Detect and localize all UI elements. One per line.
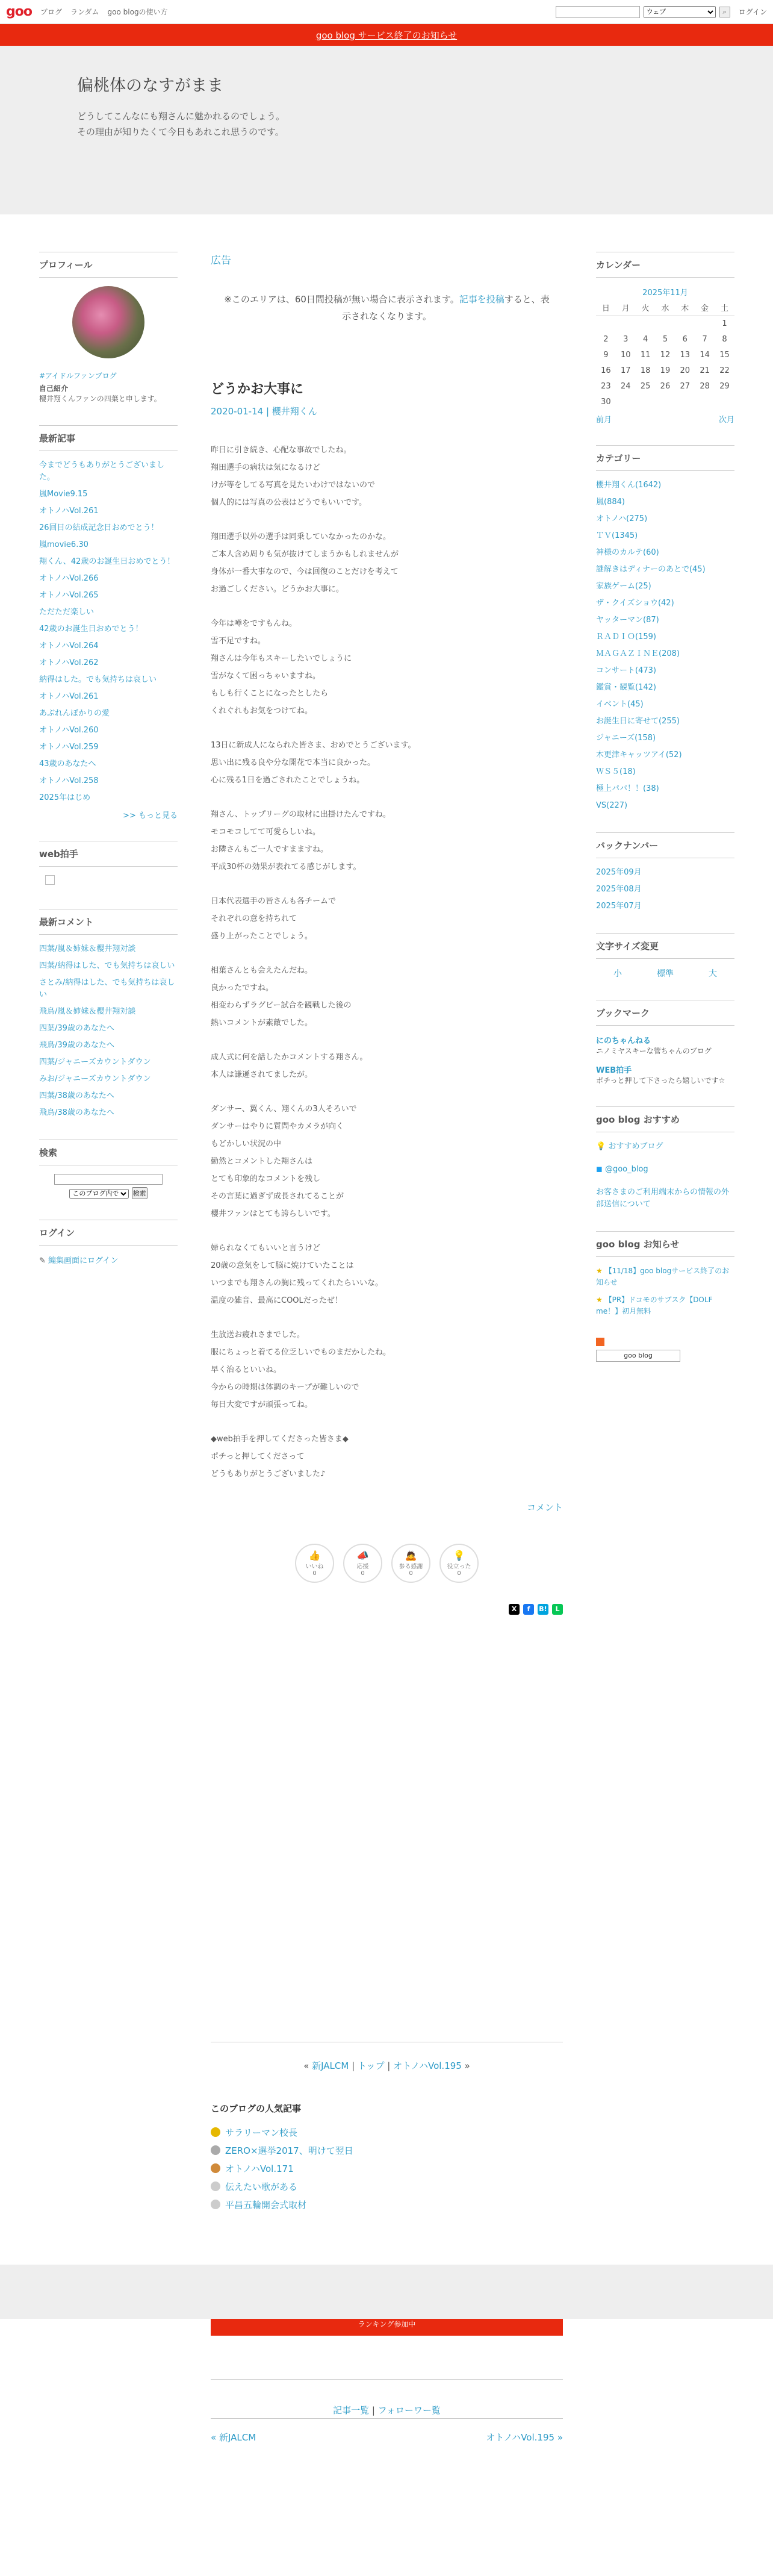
intro-label: 自己紹介 <box>39 384 69 393</box>
category-link[interactable]: ヤッターマン(87) <box>596 616 659 625</box>
pager-next-arrow: » <box>461 2060 470 2071</box>
crown-icon <box>211 2127 220 2137</box>
webclap-image[interactable] <box>45 875 55 885</box>
bottom-prev-link[interactable]: « 新JALCM <box>211 2432 256 2443</box>
search-scope-select[interactable] <box>644 6 716 18</box>
recent-posts-block <box>39 425 178 820</box>
recent-post-link[interactable]: 26回目の結成記念日おめでとう！ <box>39 523 159 532</box>
blog-search-input[interactable] <box>54 1174 163 1185</box>
bottom-next-link[interactable]: オトノハVol.195 » <box>486 2432 563 2443</box>
category-link[interactable]: 嵐(884) <box>596 497 625 507</box>
crown-icon <box>211 2200 220 2209</box>
calendar-day <box>675 316 695 331</box>
bookmark-heading: ブックマーク <box>596 1000 734 1026</box>
recommend-blog-link[interactable]: おすすめブログ <box>608 1142 663 1151</box>
post-paragraph: 昨日に引き続き、心配な事故でしたね。 翔田選手の病状は気になるけど けが等をしてる写真を見たいわけではないので 個人的には写真の公表はどうでもいいです。 <box>211 446 376 507</box>
star-icon: ★ <box>596 1296 605 1304</box>
ranking-banner[interactable]: ランキング参加中 <box>211 2319 563 2336</box>
calendar-day: 25 <box>640 381 651 391</box>
popular-post-link[interactable]: ZERO×選挙2017、明けて翌日 <box>225 2145 353 2156</box>
edit-login-link[interactable]: 編集画面にログイン <box>48 1256 119 1265</box>
post-title[interactable]: どうかお大事に <box>211 382 304 397</box>
service-end-notice <box>0 24 773 46</box>
search-heading: 検索 <box>39 1140 178 1165</box>
backnumber-link[interactable]: 2025年08月 <box>596 885 642 894</box>
pager-prev[interactable]: 新JALCM <box>312 2060 349 2071</box>
calendar-day: 10 <box>620 350 631 360</box>
calendar-block <box>596 252 734 425</box>
news-item-1[interactable]: 【11/18】goo blogサービス終了のお知らせ <box>596 1267 730 1286</box>
font-small-button[interactable]: 小 <box>613 969 622 979</box>
x-share-icon[interactable]: X <box>509 1604 520 1615</box>
calendar-day: 7 <box>702 334 707 344</box>
top-search <box>556 6 767 18</box>
recent-post-link[interactable]: 今までどうもありがとうございました。 <box>39 461 165 482</box>
comments-heading: 最新コメント <box>39 909 178 935</box>
recent-post-link[interactable]: 43歳のあなたへ <box>39 759 96 769</box>
calendar-day: 13 <box>680 350 691 360</box>
webclap-block <box>39 841 178 885</box>
category-link[interactable]: 家族ゲーム(25) <box>596 582 651 591</box>
post-paragraph: 成人式に何を話したかコメントする翔さん。 本人は謙遜されてましたが。 <box>211 1053 368 1079</box>
recent-comment-link[interactable]: 飛鳥/嵐＆姉妹＆櫻井翔対談 <box>39 1007 136 1016</box>
calendar-day: 15 <box>719 350 730 360</box>
recent-post-link[interactable]: オトノハVol.262 <box>39 658 99 667</box>
recent-comment-link[interactable]: みお/ジャニーズカウントダウン <box>39 1074 151 1084</box>
bottom-pager <box>211 2418 563 2443</box>
nav-blog[interactable]: ブログ <box>40 8 62 16</box>
popular-posts <box>211 2102 563 2213</box>
category-link[interactable]: お誕生日に寄せて(255) <box>596 717 680 726</box>
reaction-label: 役立った <box>447 1564 471 1570</box>
pencil-icon: ✎ <box>39 1256 49 1265</box>
footer-band <box>0 2265 773 2319</box>
backnumber-link[interactable]: 2025年09月 <box>596 868 642 877</box>
popular-post-link[interactable]: 平昌五輪開会式取材 <box>225 2199 307 2210</box>
bottom-links: 記事一覧 | フォローワー覧 <box>211 2379 563 2416</box>
post-meta[interactable]: 2020-01-14 | 櫻井翔くん <box>211 406 317 417</box>
calendar-weekday: 土 <box>721 304 729 314</box>
calendar-day: 14 <box>700 350 710 360</box>
right-sidebar <box>596 252 734 1362</box>
reaction-label: いいね <box>305 1564 324 1570</box>
crown-icon <box>211 2145 220 2155</box>
category-link[interactable]: ＷＳ５(18) <box>596 767 636 776</box>
goo-logo[interactable]: goo <box>6 4 32 19</box>
calendar-day: 4 <box>642 334 648 344</box>
reaction-button[interactable] <box>295 1544 334 1583</box>
bookmark-item <box>596 1064 734 1086</box>
calendar-day: 18 <box>640 366 651 375</box>
blog-search-button[interactable]: 検索 <box>132 1187 147 1199</box>
ad-heading: 広告 <box>211 255 231 267</box>
blog-search-scope[interactable] <box>69 1189 129 1199</box>
calendar-day: 26 <box>660 381 671 391</box>
calendar-day: 1 <box>715 316 734 331</box>
bookmark-block <box>596 1000 734 1086</box>
bookmark-title[interactable]: にのちゃんねる <box>596 1037 651 1046</box>
rss-icon[interactable] <box>596 1338 604 1346</box>
recent-comment-link[interactable]: 四葉/ジャニーズカウントダウン <box>39 1058 151 1067</box>
reaction-buttons <box>211 1544 563 1583</box>
recommend-block <box>596 1106 734 1211</box>
goo-blog-twitter-link[interactable]: @goo_blog <box>604 1165 648 1174</box>
calendar-day: 24 <box>620 381 631 391</box>
popular-list <box>211 2123 563 2213</box>
category-link[interactable]: VS(227) <box>596 801 628 810</box>
reaction-label: 応援 <box>356 1564 369 1570</box>
calendar-day <box>596 316 616 331</box>
bookmark-item <box>596 1034 734 1056</box>
main-content <box>211 252 563 1615</box>
reaction-count: 0 <box>457 1570 461 1577</box>
reaction-label: 参る感謝 <box>399 1564 423 1570</box>
nav-random[interactable]: ランダム <box>70 8 99 16</box>
calendar-week <box>596 363 734 378</box>
bookmark-desc: ニノミヤスキーな管ちゃんのブログ <box>596 1047 712 1055</box>
recent-comment-link[interactable]: 四葉/38歳のあなたへ <box>39 1091 114 1100</box>
calendar-day: 8 <box>722 334 727 344</box>
calendar-day <box>616 316 636 331</box>
calendar-day: 20 <box>680 366 691 375</box>
calendar-day <box>636 394 656 410</box>
calendar-week <box>596 331 734 347</box>
star-icon: ★ <box>596 1267 605 1275</box>
calendar-day <box>715 394 734 410</box>
calendar-day: 3 <box>623 334 629 344</box>
calendar-weekday: 金 <box>701 304 709 314</box>
calendar-day <box>636 316 656 331</box>
thumbs-up-icon: 👍 <box>308 1550 321 1561</box>
categories-block <box>596 445 734 812</box>
comments-block <box>39 909 178 1119</box>
calendar-weekdays <box>596 300 734 316</box>
post-list-link[interactable]: 記事一覧 <box>333 2405 370 2416</box>
calendar-weekday: 火 <box>641 304 650 314</box>
top-search-input[interactable] <box>556 6 640 18</box>
login-link[interactable]: ログイン <box>738 8 767 16</box>
service-end-link[interactable]: goo blog サービス終了のお知らせ <box>315 30 458 41</box>
calendar-table <box>596 300 734 410</box>
intro-text: 櫻井翔くんファンの四葉と申します。 <box>39 395 161 403</box>
news-item-2[interactable]: 【PR】ドコモのサブスク【DOLF me！】初月無料 <box>596 1296 713 1315</box>
bookmark-desc: ポチっと押して下さったら嬉しいです☆ <box>596 1076 725 1085</box>
calendar-day: 2 <box>603 334 609 344</box>
login-heading: ログイン <box>39 1220 178 1246</box>
category-link[interactable]: 謎解きはディナーのあとで(45) <box>596 565 706 574</box>
post-paragraph: 翔田選手以外の選手は同乗していなかったのかな。 ご本人含め周りも気が抜けてしまうかもしれませんが 身体が一番大事なので、今は回復のことだけを考えて お過ごしください。どうかお大事に。 <box>211 532 399 594</box>
popular-item <box>211 2177 563 2195</box>
fontsize-block <box>596 933 734 979</box>
category-link[interactable]: 櫻井翔くん(1642) <box>596 481 662 490</box>
post-article-link[interactable]: 記事を投稿 <box>459 294 504 305</box>
line-share-icon[interactable]: L <box>552 1604 563 1615</box>
category-link[interactable]: ＴＶ(1345) <box>596 531 638 540</box>
post-body <box>211 441 563 1483</box>
category-link[interactable]: ＲＡＤＩＯ(159) <box>596 632 656 641</box>
share-buttons <box>211 1604 563 1615</box>
bow-icon: 🙇 <box>405 1550 417 1561</box>
reaction-button[interactable] <box>343 1544 382 1583</box>
popular-heading: このブログの人気記事 <box>211 2103 302 2114</box>
hatena-share-icon[interactable]: B! <box>538 1604 548 1615</box>
recent-post-link[interactable]: 2025年はじめ <box>39 793 91 802</box>
bookmark-list <box>596 1034 734 1086</box>
backnumber-list <box>596 867 734 912</box>
search-icon[interactable]: ⌕ <box>719 7 730 17</box>
search-block <box>39 1140 178 1199</box>
calendar-week <box>596 394 734 410</box>
more-posts-link[interactable]: >> もっと見る <box>123 811 178 820</box>
calendar-day: 22 <box>719 366 730 375</box>
post-paragraph: 13日に新成人になられた皆さま、おめでとうございます。 思い出に残る良や分な開花で本当に良かった。 心に残る1日を過ごされたことでしょうね。 <box>211 741 416 785</box>
recent-comment-link[interactable]: 飛鳥/38歳のあなたへ <box>39 1108 114 1117</box>
recent-post-link[interactable]: オトノハVol.261 <box>39 692 99 701</box>
post-paragraph: ダンサー、翼くん、翔くんの3人そろいで ダンサーはやりに質問やカメラが向く もどかしい状況の中 勤然とコメントした翔さんは とても印象的なコメントを残し その言葉に過ぎず成長されてることが 櫻井ファンはとても誇らしいです。 <box>211 1105 357 1218</box>
post-paragraph: ◆web拍手を押してくださった皆さま◆ ポチっと押してくださって どうもありがとうございました♪ <box>211 1435 349 1479</box>
login-block <box>39 1220 178 1265</box>
categories-heading: カテゴリー <box>596 445 734 471</box>
rss-block <box>596 1338 734 1362</box>
recent-comment-link[interactable]: 四葉/納得はした、でも気持ちは哀しい <box>39 961 175 970</box>
calendar-day <box>656 316 675 331</box>
follower-list-link[interactable]: フォローワー覧 <box>377 2405 441 2416</box>
recent-comment-link[interactable]: 四葉/39歳のあなたへ <box>39 1024 114 1033</box>
post-paragraph: 翔さん、トップリーグの取材に出掛けたんですね。 モコモコしてて可愛らしいね。 お隣さんもご一人ですまますね。 平成30杯の効果が表れてる感じがします。 <box>211 810 391 872</box>
megaphone-icon: 📣 <box>356 1550 369 1561</box>
post-paragraph: 日本代表選手の皆さんも各チームで それぞれの意を持ちれて 盛り上がったことでしょう。 <box>211 897 337 941</box>
category-link[interactable]: 神様のカルテ(60) <box>596 548 659 557</box>
news-heading: goo blog お知らせ <box>596 1231 734 1257</box>
category-link[interactable]: コンサート(473) <box>596 666 656 675</box>
font-normal-button[interactable]: 標準 <box>657 969 674 979</box>
calendar-week <box>596 347 734 363</box>
calendar-next-month[interactable]: 次月 <box>718 416 734 425</box>
recent-post-link[interactable]: オトノハVol.259 <box>39 743 99 752</box>
calendar-weekday: 木 <box>681 304 689 314</box>
blog-title[interactable]: 偏桃体のなすがまま <box>77 76 223 95</box>
webclap-heading: web拍手 <box>39 841 178 867</box>
comments-list <box>39 943 178 1119</box>
category-link[interactable]: ザ・クイズショウ(42) <box>596 599 674 608</box>
backnumber-block <box>596 832 734 912</box>
popular-post-link[interactable]: オトノハVol.171 <box>225 2163 294 2174</box>
calendar-weekday: 水 <box>661 304 669 314</box>
reaction-button[interactable] <box>391 1544 430 1583</box>
calendar-day: 5 <box>662 334 668 344</box>
lightbulb-icon: 💡 <box>596 1142 609 1151</box>
calendar-day <box>695 394 715 410</box>
reaction-button[interactable] <box>439 1544 479 1583</box>
recent-post-link[interactable]: 翔くん、42歳のお誕生日おめでとう！ <box>39 557 175 566</box>
category-link[interactable]: 木更津キャッツアイ(52) <box>596 750 682 759</box>
blog-desc-line-2: その理由が知りたくて今日もあれこれ思うのです。 <box>77 126 284 137</box>
calendar-day: 17 <box>620 366 631 375</box>
popular-item <box>211 2123 563 2141</box>
ad-text-pre: ※このエリアは、60日間投稿が無い場合に表示されます。 <box>224 294 459 305</box>
popular-item <box>211 2159 563 2177</box>
reaction-count: 0 <box>409 1570 413 1577</box>
calendar-day: 16 <box>601 366 611 375</box>
pager-prev-arrow: « <box>303 2060 312 2071</box>
profile-heading: プロフィール <box>39 252 178 278</box>
comment-link-row <box>211 1501 563 1514</box>
backnumber-link[interactable]: 2025年07月 <box>596 902 642 911</box>
calendar-day: 19 <box>660 366 671 375</box>
category-link[interactable]: ＭＡＧＡＺＩＮＥ(208) <box>596 649 680 658</box>
fontsize-heading: 文字サイズ変更 <box>596 933 734 959</box>
recent-post-link[interactable]: オトノハVol.266 <box>39 574 99 583</box>
lightbulb-icon: 💡 <box>453 1550 465 1561</box>
bookmark-title[interactable]: WEB拍手 <box>596 1066 632 1075</box>
goo-blog-badge[interactable]: goo blog <box>596 1350 680 1362</box>
recent-post-link[interactable]: オトノハVol.260 <box>39 726 99 735</box>
category-link[interactable]: イベント(45) <box>596 700 644 709</box>
popular-item <box>211 2195 563 2213</box>
ad-notice <box>211 291 563 325</box>
recent-post-link[interactable]: ただただ楽しい <box>39 608 95 617</box>
recent-posts-list <box>39 460 178 804</box>
post-pager: « 新JALCM | トップ | オトノハVol.195 » <box>211 2042 563 2072</box>
calendar-title: 2025年11月 <box>642 288 688 298</box>
backnumber-heading: バックナンバー <box>596 832 734 858</box>
recent-comment-link[interactable]: さとみ/納得はした、でも気持ちは哀しい <box>39 978 175 999</box>
nav-howto[interactable]: goo blogの使い方 <box>107 8 168 16</box>
popular-post-link[interactable]: サラリーマン校長 <box>225 2127 298 2138</box>
calendar-day: 28 <box>700 381 710 391</box>
calendar-weekday: 月 <box>621 304 630 314</box>
reaction-count: 0 <box>312 1570 317 1577</box>
calendar-prev-month[interactable]: 前月 <box>596 416 612 425</box>
external-info-link[interactable]: お客さまのご利用端末からの情報の外部送信について <box>596 1188 730 1209</box>
recent-posts-heading: 最新記事 <box>39 425 178 451</box>
calendar-day: 30 <box>601 397 611 407</box>
recent-comment-link[interactable]: 飛鳥/39歳のあなたへ <box>39 1041 114 1050</box>
calendar-day <box>695 316 715 331</box>
crown-icon <box>211 2181 220 2191</box>
calendar-week <box>596 316 734 331</box>
calendar-day: 21 <box>700 366 710 375</box>
calendar-week <box>596 378 734 394</box>
calendar-day <box>656 394 675 410</box>
reaction-count: 0 <box>361 1570 365 1577</box>
news-block <box>596 1231 734 1317</box>
calendar-day <box>675 394 695 410</box>
popular-post-link[interactable]: 伝えたい歌がある <box>225 2181 298 2192</box>
blog-description <box>77 108 285 140</box>
category-link[interactable]: 鑑賞・観覧(142) <box>596 683 656 692</box>
left-sidebar <box>39 252 178 1286</box>
popular-item <box>211 2141 563 2159</box>
calendar-day: 11 <box>640 350 651 360</box>
recent-post-link[interactable]: 42歳のお誕生日おめでとう！ <box>39 625 143 634</box>
category-link[interactable]: オトノハ(275) <box>596 514 648 523</box>
profile-tag[interactable]: #アイドルファンブログ <box>39 372 117 380</box>
categories-list <box>596 479 734 812</box>
recent-post-link[interactable]: オトノハVol.265 <box>39 591 99 600</box>
avatar <box>72 286 144 358</box>
calendar-day: 27 <box>680 381 691 391</box>
post-paragraph: 生放送お疲れさまでした。 服にちょっと着てる位乏しいでものまだかしたね。 早く治るといいね。 今からの時期は体調のキープが難しいので 毎日大変ですが頑張ってね。 <box>211 1330 391 1409</box>
ad-text-post: すると、表示されなくなります。 <box>342 294 550 322</box>
calendar-day: 6 <box>682 334 688 344</box>
calendar-day: 9 <box>603 350 609 360</box>
post-paragraph: 婦られなくてもいいと言うけど 20歳の意気をして脳に焼けていたことは いつまでも翔さんの胸に残ってくれたらいいな。 温度の雑音、最高にCOOLだったぜ！ <box>211 1244 383 1305</box>
recent-post-link[interactable]: オトノハVol.258 <box>39 776 99 785</box>
calendar-day: 29 <box>719 381 730 391</box>
facebook-share-icon[interactable]: f <box>523 1604 534 1615</box>
twitter-icon: ◼ <box>596 1165 605 1174</box>
blog-header <box>0 46 773 214</box>
blog-desc-line-1: どうしてこんなにも翔さんに魅かれるのでしょう。 <box>77 111 285 122</box>
calendar-day <box>616 394 636 410</box>
recent-post-link[interactable]: あぶれんぼかりの愛 <box>39 709 110 718</box>
profile-block <box>39 252 178 405</box>
calendar-weekday: 日 <box>601 304 610 314</box>
calendar-day: 23 <box>601 381 611 391</box>
comment-link[interactable]: コメント <box>526 1502 563 1513</box>
recent-post-link[interactable]: 嵐movie6.30 <box>39 540 88 549</box>
calendar-heading: カレンダー <box>596 252 734 278</box>
recent-post-link[interactable]: 嵐Movie9.15 <box>39 490 88 499</box>
crown-icon <box>211 2163 220 2173</box>
post-paragraph: 今年は噂をですもんね。 雪不足ですね。 翔さんは今年もスキーしたいでしょうに 雪がなくて困っちゃいますね。 もしも行くことになったとしたら くれぐれもお気をつけてね。 <box>211 619 352 716</box>
recent-post-link[interactable]: 納得はした。でも気持ちは哀しい <box>39 675 157 684</box>
recent-post-link[interactable]: オトノハVol.264 <box>39 641 99 650</box>
top-bar <box>0 0 773 24</box>
recent-comment-link[interactable]: 四葉/嵐＆姉妹＆櫻井翔対談 <box>39 944 136 953</box>
pager-top[interactable]: トップ <box>357 2060 385 2071</box>
font-large-button[interactable]: 大 <box>709 969 717 979</box>
calendar-day: 12 <box>660 350 671 360</box>
recommend-heading: goo blog おすすめ <box>596 1106 734 1132</box>
post-paragraph: 相葉さんとも会えたんだね。 良かったですね。 相変わらずラグビー試合を観戦した後の 熱いコメントが素敵でした。 <box>211 966 352 1028</box>
category-link[interactable]: ジャニーズ(158) <box>596 734 656 743</box>
recent-post-link[interactable]: オトノハVol.261 <box>39 507 99 516</box>
category-link[interactable]: 極上パパ！！(38) <box>596 784 659 793</box>
pager-next[interactable]: オトノハVol.195 <box>393 2060 462 2071</box>
